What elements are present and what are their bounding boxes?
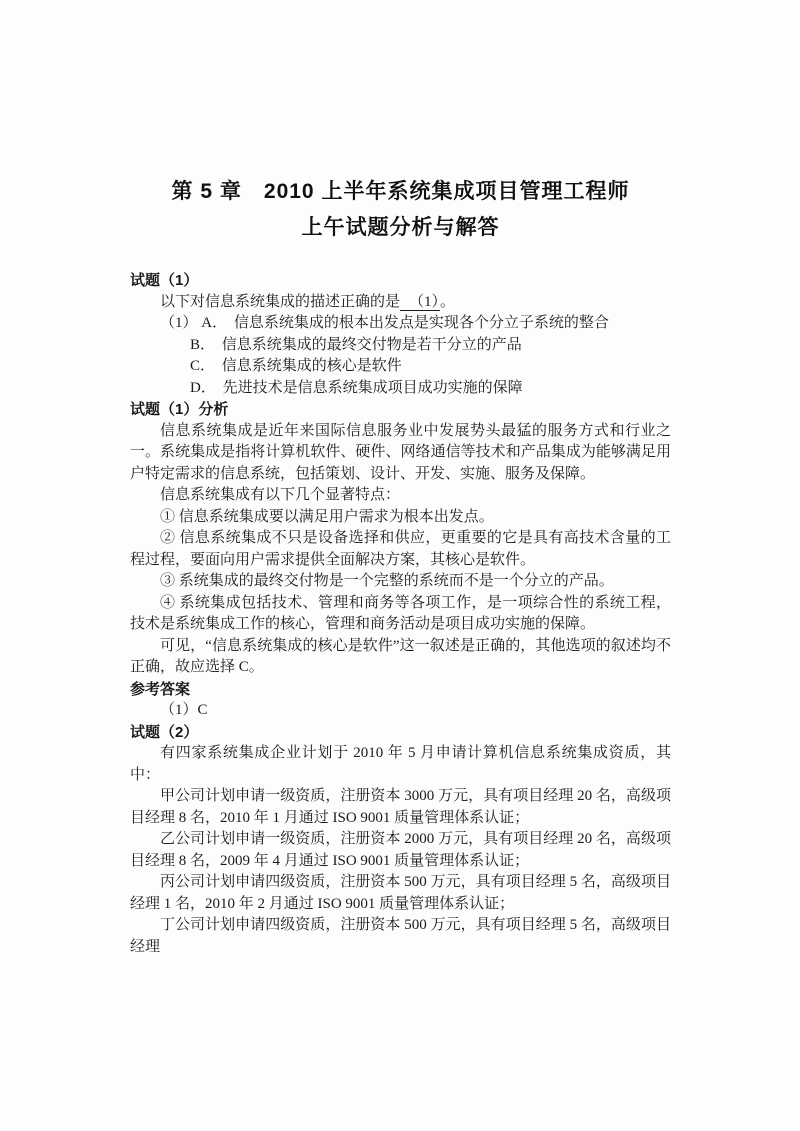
- answer1-heading: 参考答案: [130, 680, 191, 698]
- question2-company-ding: 丁公司计划申请四级资质，注册资本 500 万元，具有项目经理 5 名，高级项目经理: [130, 917, 671, 955]
- analysis1-heading: 试题（1）分析: [130, 401, 229, 418]
- option-c-label: C．: [190, 358, 216, 374]
- analysis1-conclusion: 可见，“信息系统集成的核心是软件”这一叙述是正确的，其他选项的叙述均不正确，故应选择 C。: [130, 637, 671, 675]
- analysis1-list-item-2: ② 信息系统集成不只是设备选择和供应，更重要的它是具有高技术含量的工程过程，要面向用户需求提供全面解决方案，其核心是软件。: [130, 530, 671, 568]
- question1-blank: （1）: [400, 294, 440, 311]
- option-c-text: 信息系统集成的核心是软件: [221, 358, 402, 374]
- answer1-text: （1）C: [160, 702, 208, 718]
- chapter-title-line2: 上午试题分析与解答: [301, 216, 500, 239]
- question1-option-b: [190, 335, 671, 357]
- option-d-label: D．: [190, 379, 216, 396]
- question2-intro: 有四家系统集成企业计划于 2010 年 5 月申请计算机信息系统集成资质，其中：: [130, 745, 671, 783]
- question2-heading: 试题（2）: [130, 723, 199, 741]
- question1-stem: [130, 292, 671, 314]
- analysis1-list-item-1: ① 信息系统集成要以满足用户需求为根本出发点。: [160, 508, 494, 525]
- analysis1-paragraph: 信息系统集成有以下几个显著特点：: [160, 487, 401, 503]
- question1-stem-prefix: 以下对信息系统集成的描述正确的是: [160, 293, 401, 310]
- document-body: [130, 270, 671, 958]
- page-content: [130, 178, 671, 958]
- chapter-title-line1: 第 5 章 2010 上半年系统集成项目管理工程师: [171, 180, 630, 203]
- question1-number: （1）: [160, 315, 198, 331]
- question2-company-jia: 甲公司计划申请一级资质，注册资本 3000 万元，具有项目经理 20 名，高级项目经理 8 名，2010 年 1 月通过 ISO 9001 质量管理体系认证；: [130, 788, 671, 826]
- question2-company-bing: 丙公司计划申请四级资质，注册资本 500 万元，具有项目经理 5 名，高级项目经理 1 名，2010 年 2 月通过 ISO 9001 质量管理体系认证；: [130, 874, 671, 912]
- analysis1-paragraph: 信息系统集成是近年来国际信息服务业中发展势头最猛的服务方式和行业之一。系统集成是指将计算机软件、硬件、网络通信等技术和产品集成为能够满足用户特定需求的信息系统，包括策划、设计、开发、实施、服务及保障。: [130, 422, 671, 482]
- question2-company-yi: 乙公司计划申请一级资质，注册资本 2000 万元，具有项目经理 20 名，高级项目经理 8 名，2009 年 4 月通过 ISO 9001 质量管理体系认证；: [130, 831, 671, 869]
- question1-option-c: [190, 356, 671, 378]
- option-a-text: 信息系统集成的根本出发点是实现各个分立子系统的整合: [233, 315, 609, 331]
- analysis1-list-item-3: ③ 系统集成的最终交付物是一个完整的系统而不是一个分立的产品。: [160, 573, 614, 589]
- chapter-title: [130, 178, 671, 242]
- option-b-label: B．: [190, 336, 216, 353]
- question1-option-d: [190, 378, 671, 400]
- option-a-label: A．: [201, 315, 228, 331]
- question1-stem-suffix: 。: [440, 293, 456, 310]
- option-d-text: 先进技术是信息系统集成项目成功实施的保障: [222, 379, 523, 396]
- option-b-text: 信息系统集成的最终交付物是若干分立的产品: [221, 336, 522, 353]
- analysis1-list-item-4: ④ 系统集成包括技术、管理和商务等各项工作，是一项综合性的系统工程，技术是系统集成工作的核心，管理和商务活动是项目成功实施的保障。: [130, 594, 671, 632]
- question1-heading: 试题（1）: [130, 272, 199, 289]
- question1-option-a: [130, 313, 671, 335]
